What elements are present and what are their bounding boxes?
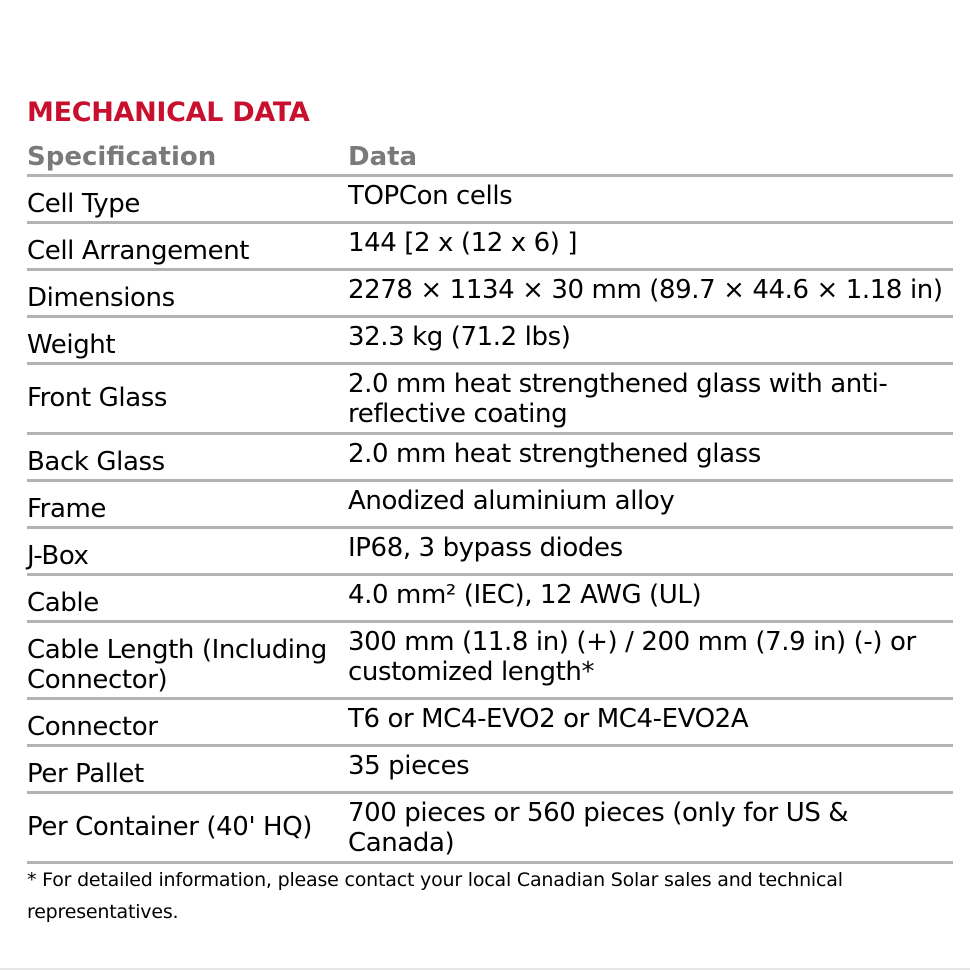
table-row — [27, 481, 953, 528]
row-data: 2.0 mm heat strengthened glass — [348, 434, 953, 481]
row-data: 2278 × 1134 × 30 mm (89.7 × 44.6 × 1.18 in) — [348, 270, 953, 317]
section-title: MECHANICAL DATA — [27, 97, 310, 128]
row-spec: Per Container (40' HQ) — [27, 793, 348, 863]
header-data: Data — [348, 136, 953, 176]
table-row — [27, 746, 953, 793]
row-spec: Cable Length (Including Connector) — [27, 622, 348, 699]
mechanical-data-section — [27, 96, 953, 928]
row-data: 4.0 mm² (IEC), 12 AWG (UL) — [348, 575, 953, 622]
row-spec: Back Glass — [27, 434, 348, 481]
row-data: TOPCon cells — [348, 176, 953, 223]
table-row — [27, 434, 953, 481]
table-row — [27, 223, 953, 270]
row-spec: Cell Type — [27, 176, 348, 223]
row-data: 144 [2 x (12 x 6) ] — [348, 223, 953, 270]
row-data: 300 mm (11.8 in) (+) / 200 mm (7.9 in) (-) or customized length* — [348, 622, 953, 699]
table-row — [27, 270, 953, 317]
table-row — [27, 364, 953, 434]
row-spec: Connector — [27, 699, 348, 746]
row-spec: Front Glass — [27, 364, 348, 434]
table-row — [27, 622, 953, 699]
table-header-row — [27, 136, 953, 176]
spec-table — [27, 136, 953, 864]
table-row — [27, 317, 953, 364]
row-data: Anodized aluminium alloy — [348, 481, 953, 528]
row-spec: Cable — [27, 575, 348, 622]
row-data: 32.3 kg (71.2 lbs) — [348, 317, 953, 364]
row-spec: Dimensions — [27, 270, 348, 317]
row-data: 700 pieces or 560 pieces (only for US & Canada) — [348, 793, 953, 863]
row-spec: Per Pallet — [27, 746, 348, 793]
table-row — [27, 793, 953, 863]
row-data: IP68, 3 bypass diodes — [348, 528, 953, 575]
table-row — [27, 699, 953, 746]
footnote: * For detailed information, please contact your local Canadian Solar sales and technical representatives. — [27, 869, 843, 923]
table-row — [27, 528, 953, 575]
row-data: T6 or MC4-EVO2 or MC4-EVO2A — [348, 699, 953, 746]
row-spec: Weight — [27, 317, 348, 364]
row-data: 35 pieces — [348, 746, 953, 793]
row-spec: Frame — [27, 481, 348, 528]
table-row — [27, 575, 953, 622]
row-data: 2.0 mm heat strengthened glass with anti-reflective coating — [348, 364, 953, 434]
row-spec: J-Box — [27, 528, 348, 575]
header-specification: Specification — [27, 136, 348, 176]
row-spec: Cell Arrangement — [27, 223, 348, 270]
table-row — [27, 176, 953, 223]
